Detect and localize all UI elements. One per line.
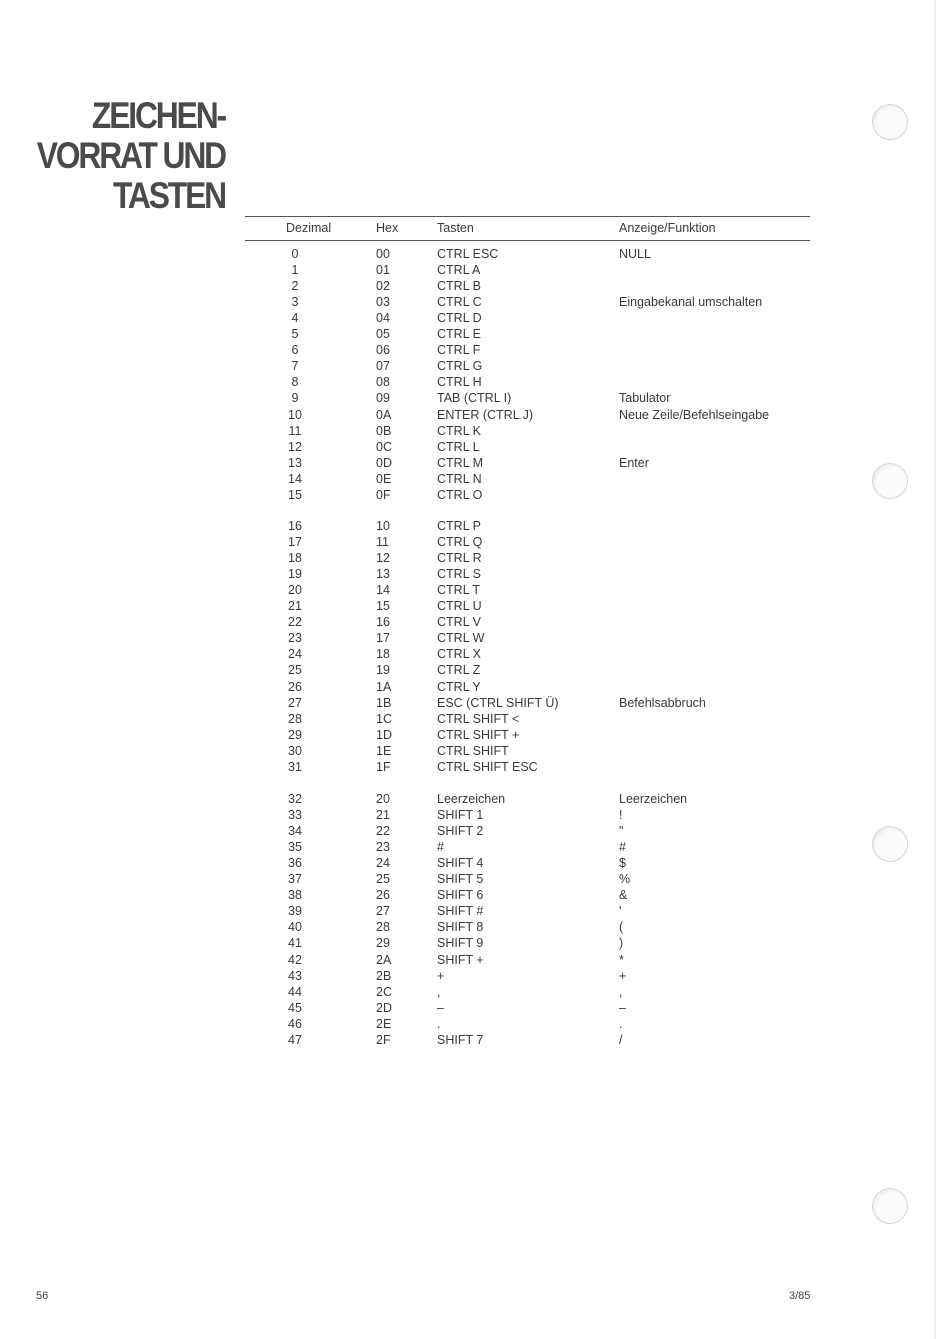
cell-dezimal: 25	[288, 663, 302, 678]
cell-dezimal: 2	[291, 279, 299, 294]
cell-hex: 1E	[376, 743, 392, 758]
cell-dezimal: 1	[291, 263, 299, 278]
cell-tasten: CTRL SHIFT +	[437, 727, 520, 742]
column-header-anzeige: Anzeige/Funktion	[619, 221, 716, 235]
cell-anzeige: Leerzeichen	[619, 792, 688, 806]
cell-hex: 1D	[376, 727, 392, 742]
cell-tasten: CTRL A	[437, 263, 481, 278]
cell-anzeige: ,	[619, 984, 623, 999]
table-header-rule	[245, 240, 810, 241]
cell-anzeige: (	[619, 920, 624, 935]
cell-hex: 0F	[376, 487, 391, 502]
cell-hex: 29	[376, 936, 390, 951]
cell-tasten: #	[437, 840, 444, 855]
cell-dezimal: 9	[291, 391, 299, 406]
cell-hex: 00	[376, 247, 390, 261]
cell-hex: 2C	[376, 984, 392, 999]
cell-hex: 2E	[376, 1016, 392, 1031]
cell-anzeige: )	[619, 936, 624, 951]
cell-hex: 03	[376, 295, 390, 310]
cell-anzeige: +	[619, 968, 627, 983]
cell-hex: 24	[376, 856, 390, 871]
cell-hex: 2D	[376, 1000, 392, 1015]
cell-hex: 25	[376, 872, 390, 887]
cell-tasten: .	[437, 1016, 441, 1031]
cell-hex: 13	[376, 567, 390, 582]
column-header-tasten: Tasten	[437, 221, 474, 235]
cell-dezimal: 10	[288, 407, 302, 422]
cell-anzeige: $	[619, 856, 626, 871]
cell-dezimal: 11	[288, 423, 302, 438]
cell-hex: 15	[376, 599, 390, 614]
cell-tasten: CTRL H	[437, 375, 482, 390]
cell-dezimal: 38	[288, 888, 302, 903]
cell-anzeige: Befehlsabbruch	[619, 695, 706, 710]
cell-tasten: CTRL X	[437, 647, 481, 662]
cell-tasten: CTRL W	[437, 631, 485, 646]
cell-tasten: ESC (CTRL SHIFT Ü)	[437, 695, 559, 710]
cell-dezimal: 30	[288, 743, 302, 758]
cell-hex: 23	[376, 840, 390, 855]
cell-dezimal: 16	[288, 519, 302, 533]
cell-dezimal: 27	[288, 695, 302, 710]
cell-anzeige: "	[619, 824, 624, 839]
binder-hole	[872, 826, 908, 862]
cell-anzeige: –	[619, 1000, 626, 1015]
title-line-1: ZEICHEN-	[91, 95, 225, 136]
cell-hex: 01	[376, 263, 390, 278]
cell-hex: 02	[376, 279, 390, 294]
cell-tasten: CTRL ESC	[437, 247, 499, 261]
cell-tasten: ,	[437, 984, 441, 999]
cell-dezimal: 28	[288, 711, 302, 726]
cell-tasten: CTRL M	[437, 455, 484, 470]
cell-tasten: CTRL Q	[437, 535, 483, 550]
cell-tasten: +	[437, 968, 445, 983]
cell-dezimal: 46	[288, 1016, 302, 1031]
cell-dezimal: 26	[288, 679, 302, 694]
cell-tasten: CTRL O	[437, 487, 483, 502]
title-line-3: TASTEN	[112, 175, 225, 216]
cell-dezimal: 42	[288, 952, 302, 967]
cell-dezimal: 20	[288, 583, 302, 598]
cell-dezimal: 33	[288, 808, 302, 823]
cell-tasten: CTRL N	[437, 471, 482, 486]
cell-tasten: CTRL Y	[437, 679, 481, 694]
cell-hex: 28	[376, 920, 390, 935]
cell-dezimal: 4	[291, 311, 299, 326]
cell-hex: 0B	[376, 423, 392, 438]
cell-tasten: TAB (CTRL I)	[437, 391, 512, 406]
cell-tasten: CTRL R	[437, 551, 482, 566]
cell-dezimal: 21	[288, 599, 302, 614]
cell-hex: 07	[376, 359, 390, 374]
cell-hex: 1A	[376, 679, 392, 694]
cell-anzeige: Tabulator	[619, 391, 671, 406]
cell-hex: 09	[376, 391, 390, 406]
cell-dezimal: 0	[291, 247, 299, 261]
cell-dezimal: 39	[288, 904, 302, 919]
cell-tasten: CTRL C	[437, 295, 482, 310]
cell-hex: 18	[376, 647, 390, 662]
page-number: 56	[36, 1290, 49, 1302]
cell-tasten: SHIFT 9	[437, 936, 484, 951]
cell-anzeige: '	[619, 904, 622, 919]
cell-anzeige: %	[619, 872, 631, 887]
cell-tasten: SHIFT #	[437, 904, 484, 919]
edition-date: 3/85	[789, 1290, 811, 1302]
cell-tasten: CTRL U	[437, 599, 482, 614]
page-title	[36, 96, 225, 216]
cell-dezimal: 36	[288, 856, 302, 871]
cell-hex: 06	[376, 343, 390, 358]
column-header-dezimal: Dezimal	[286, 221, 332, 235]
cell-hex: 2F	[376, 1032, 391, 1047]
cell-anzeige: !	[619, 808, 623, 823]
cell-hex: 20	[376, 792, 390, 806]
cell-hex: 05	[376, 327, 390, 342]
cell-tasten: CTRL SHIFT ESC	[437, 759, 538, 774]
cell-dezimal: 7	[291, 359, 299, 374]
cell-dezimal: 47	[288, 1032, 302, 1047]
cell-tasten: CTRL T	[437, 583, 481, 598]
cell-hex: 1C	[376, 711, 392, 726]
cell-dezimal: 22	[288, 615, 302, 630]
cell-dezimal: 12	[288, 439, 302, 454]
cell-dezimal: 34	[288, 824, 302, 839]
cell-hex: 2A	[376, 952, 392, 967]
cell-dezimal: 17	[288, 535, 302, 550]
cell-hex: 10	[376, 519, 390, 533]
cell-tasten: CTRL F	[437, 343, 481, 358]
cell-tasten: SHIFT 8	[437, 920, 484, 935]
cell-dezimal: 32	[288, 792, 302, 806]
cell-hex: 1F	[376, 759, 391, 774]
binder-hole	[872, 1188, 908, 1224]
table-top-rule	[245, 216, 810, 217]
cell-dezimal: 44	[288, 984, 302, 999]
cell-dezimal: 8	[291, 375, 299, 390]
cell-hex: 14	[376, 583, 390, 598]
cell-hex: 11	[376, 535, 389, 550]
cell-anzeige: *	[619, 952, 624, 967]
cell-hex: 19	[376, 663, 390, 678]
cell-tasten: CTRL Z	[437, 663, 481, 678]
cell-anzeige: Neue Zeile/Befehlseingabe	[619, 407, 770, 422]
cell-hex: 1B	[376, 695, 392, 710]
cell-hex: 17	[376, 631, 390, 646]
cell-tasten: CTRL G	[437, 359, 483, 374]
cell-tasten: SHIFT 6	[437, 888, 484, 903]
cell-dezimal: 15	[288, 487, 302, 502]
cell-tasten: CTRL B	[437, 279, 481, 294]
cell-tasten: CTRL S	[437, 567, 481, 582]
cell-hex: 26	[376, 888, 390, 903]
cell-hex: 22	[376, 824, 390, 839]
column-header-hex: Hex	[376, 221, 399, 235]
cell-dezimal: 24	[288, 647, 302, 662]
cell-hex: 04	[376, 311, 390, 326]
cell-dezimal: 37	[288, 872, 302, 887]
cell-tasten: SHIFT 2	[437, 824, 484, 839]
cell-tasten: CTRL D	[437, 311, 482, 326]
cell-anzeige: NULL	[619, 247, 651, 261]
cell-dezimal: 19	[288, 567, 302, 582]
cell-anzeige: .	[619, 1016, 623, 1031]
cell-dezimal: 23	[288, 631, 302, 646]
title-line-2: VORRAT UND	[36, 135, 226, 176]
cell-hex: 2B	[376, 968, 392, 983]
cell-dezimal: 31	[288, 759, 302, 774]
cell-dezimal: 13	[288, 455, 302, 470]
cell-tasten: CTRL K	[437, 423, 481, 438]
cell-tasten: –	[437, 1000, 444, 1015]
cell-anzeige: Enter	[619, 455, 649, 470]
cell-hex: 0D	[376, 455, 392, 470]
cell-tasten: SHIFT 1	[437, 808, 484, 823]
cell-hex: 21	[376, 808, 390, 823]
cell-hex: 0E	[376, 471, 392, 486]
cell-tasten: SHIFT 4	[437, 856, 484, 871]
cell-hex: 0C	[376, 439, 392, 454]
cell-dezimal: 14	[288, 471, 302, 486]
cell-anzeige: /	[619, 1032, 623, 1047]
cell-hex: 16	[376, 615, 390, 630]
cell-anzeige: #	[619, 840, 626, 855]
cell-tasten: Leerzeichen	[437, 792, 506, 806]
binder-hole	[872, 104, 908, 140]
cell-anzeige: &	[619, 888, 628, 903]
cell-tasten: CTRL L	[437, 439, 480, 454]
cell-tasten: SHIFT 5	[437, 872, 484, 887]
cell-dezimal: 5	[291, 327, 299, 342]
cell-dezimal: 40	[288, 920, 302, 935]
cell-dezimal: 18	[288, 551, 302, 566]
cell-tasten: ENTER (CTRL J)	[437, 407, 534, 422]
cell-dezimal: 3	[291, 295, 299, 310]
cell-hex: 08	[376, 375, 390, 390]
cell-tasten: CTRL SHIFT	[437, 743, 509, 758]
cell-hex: 0A	[376, 407, 392, 422]
cell-tasten: SHIFT 7	[437, 1032, 484, 1047]
cell-dezimal: 35	[288, 840, 302, 855]
cell-anzeige: Eingabekanal umschalten	[619, 295, 763, 310]
cell-hex: 12	[376, 551, 390, 566]
cell-tasten: CTRL SHIFT <	[437, 711, 520, 726]
cell-tasten: CTRL P	[437, 519, 481, 533]
cell-dezimal: 6	[291, 343, 299, 358]
cell-hex: 27	[376, 904, 390, 919]
page-edge-shadow	[934, 0, 936, 1339]
binder-hole	[872, 463, 908, 499]
cell-tasten: SHIFT +	[437, 952, 484, 967]
cell-dezimal: 29	[288, 727, 302, 742]
cell-dezimal: 43	[288, 968, 302, 983]
cell-tasten: CTRL V	[437, 615, 481, 630]
cell-tasten: CTRL E	[437, 327, 481, 342]
cell-dezimal: 41	[288, 936, 302, 951]
cell-dezimal: 45	[288, 1000, 302, 1015]
